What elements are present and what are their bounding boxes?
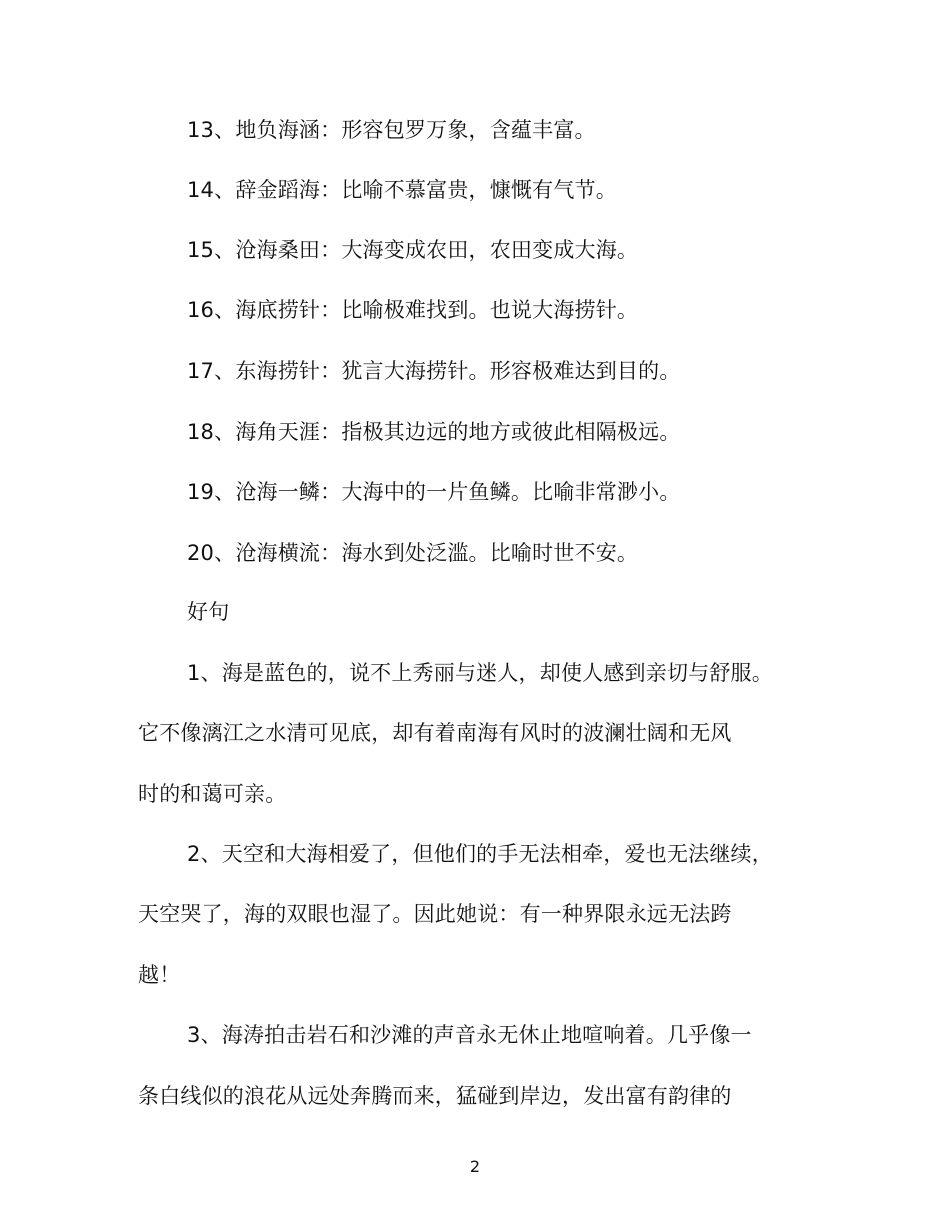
idiom-item-17: 17、东海捞针：犹言大海捞针。形容极难达到目的。 xyxy=(187,359,681,383)
idiom-item-16: 16、海底捞针：比喻极难找到。也说大海捞针。 xyxy=(187,298,639,322)
idiom-item-13: 13、地负海涵：形容包罗万象，含蕴丰富。 xyxy=(187,118,596,142)
paragraph-line: 时的和蔼可亲。 xyxy=(138,782,287,806)
paragraph-line: 1、海是蓝色的，说不上秀丽与迷人，却使人感到亲切与舒服。 xyxy=(187,661,773,685)
paragraph-line: 天空哭了，海的双眼也湿了。因此她说：有一种界限永远无法跨 xyxy=(138,902,732,926)
paragraph-line: 2、天空和大海相爱了，但他们的手无法相牵，爱也无法继续， xyxy=(187,842,773,866)
page-number: 2 xyxy=(469,1157,481,1176)
paragraph-line: 条白线似的浪花从远处奔腾而来，猛碰到岸边，发出富有韵律的 xyxy=(138,1084,732,1108)
idiom-item-18: 18、海角天涯：指极其边远的地方或彼此相隔极远。 xyxy=(187,420,681,444)
idiom-item-19: 19、沧海一鳞：大海中的一片鱼鳞。比喻非常渺小。 xyxy=(187,480,681,504)
idiom-item-20: 20、沧海横流：海水到处泛滥。比喻时世不安。 xyxy=(187,541,639,565)
paragraph-line: 它不像漓江之水清可见底，却有着南海有风时的波澜壮阔和无风 xyxy=(138,721,732,745)
paragraph-line: 越！ xyxy=(138,963,181,987)
idiom-item-15: 15、沧海桑田：大海变成农田，农田变成大海。 xyxy=(187,238,639,262)
section-heading: 好句 xyxy=(187,600,230,624)
idiom-item-14: 14、辞金蹈海：比喻不慕富贵，慷慨有气节。 xyxy=(187,178,617,202)
paragraph-line: 3、海涛拍击岩石和沙滩的声音永无休止地喧响着。几乎像一 xyxy=(187,1023,752,1047)
